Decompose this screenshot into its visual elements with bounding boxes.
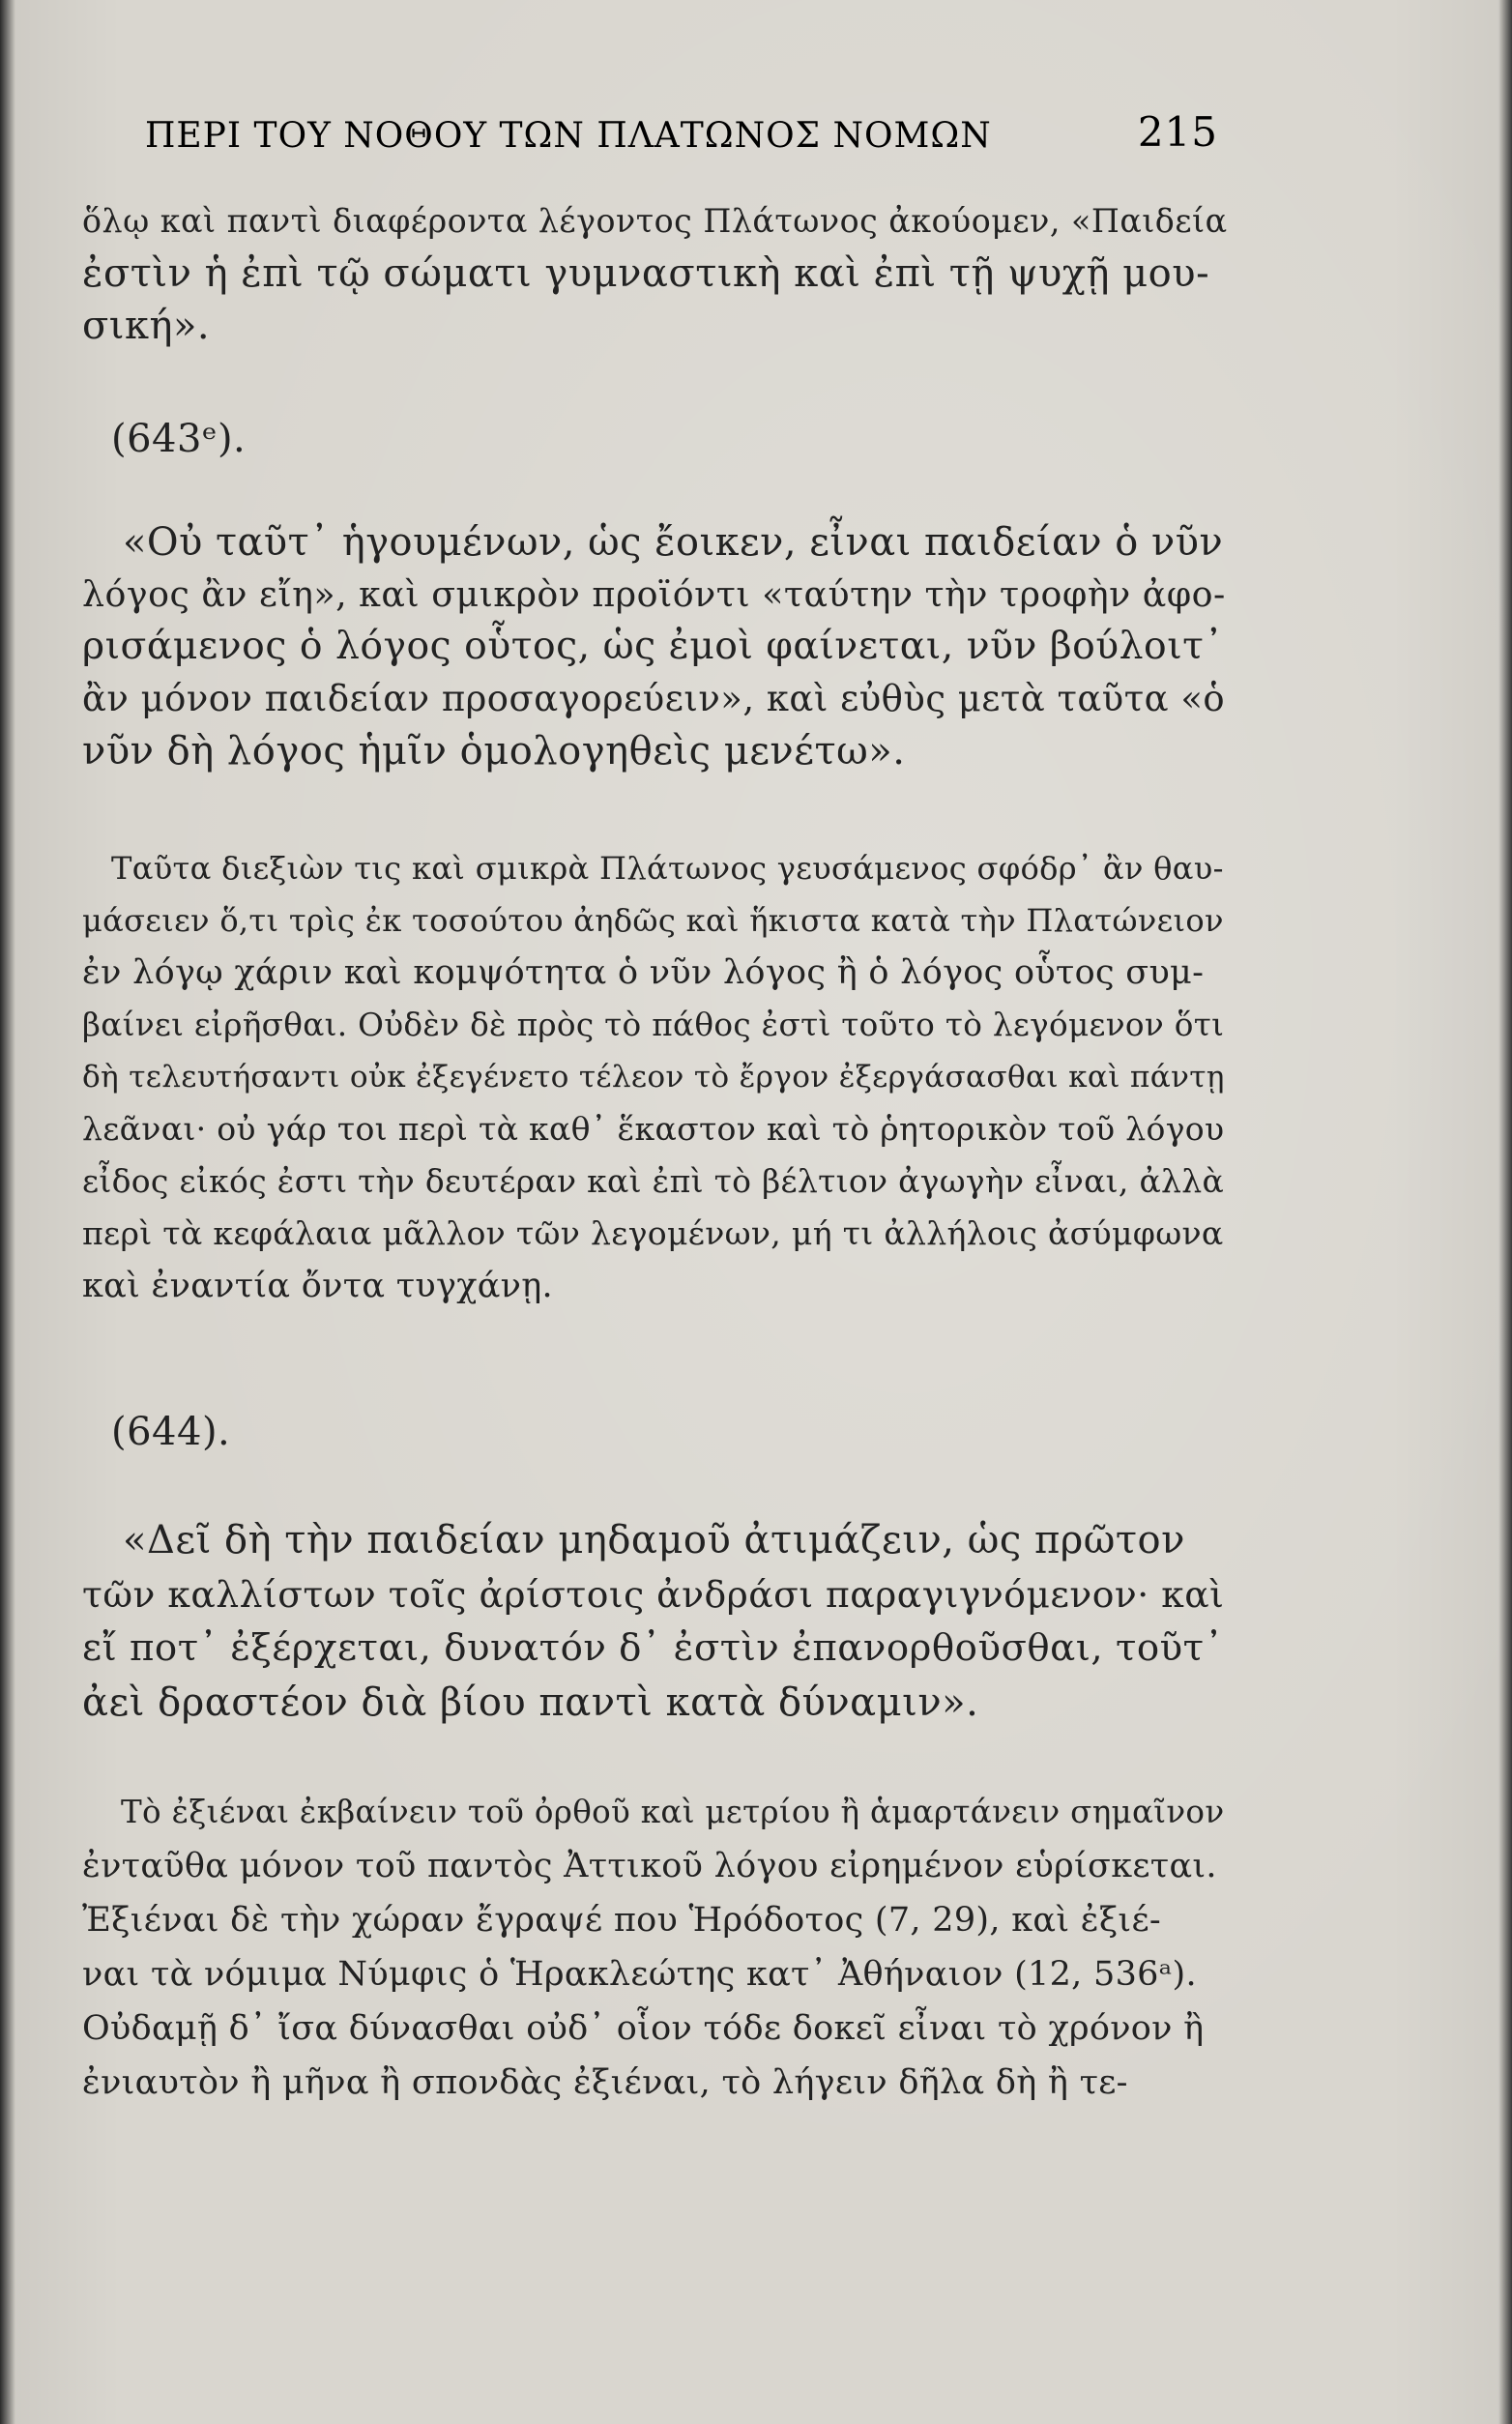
commentary-line: ἐνταῦθα μόνον τοῦ παντὸς Ἀττικοῦ λόγου εἰρημένον εὑρίσκεται. <box>82 1847 1217 1885</box>
commentary-line: εἶδος εἰκός ἐστι τὴν δευτέραν καὶ ἐπὶ τὸ βέλτιον ἀγωγὴν εἶναι, ἀλλὰ <box>82 1162 1225 1200</box>
commentary-line: ἐνιαυτὸν ἢ μῆνα ἢ σπονδὰς ἐξιέναι, τὸ λήγειν δῆλα δὴ ἢ τε- <box>82 2063 1128 2102</box>
page-edge-shadow-right <box>1498 0 1512 2424</box>
commentary-line: Οὐδαμῇ δ᾽ ἴσα δύνασθαι οὐδ᾽ οἷον τόδε δοκεῖ εἶναι τὸ χρόνον ἢ <box>82 2009 1205 2048</box>
quote-line: ρισάμενος ὁ λόγος οὗτος, ὡς ἐμοὶ φαίνεται, νῦν βούλοιτ᾽ <box>82 625 1224 668</box>
quote-line: εἴ ποτ᾽ ἐξέρχεται, δυνατόν δ᾽ ἐστὶν ἐπανορθοῦσθαι, τοῦτ᾽ <box>82 1626 1224 1670</box>
page-number: 215 <box>1137 108 1218 156</box>
text-line: σική». <box>82 304 211 348</box>
commentary-line: περὶ τὰ κεφάλαια μᾶλλον τῶν λεγομένων, μή τι ἀλλήλοις ἀσύμφωνα <box>82 1214 1224 1252</box>
commentary-line: μάσειεν ὅ,τι τρὶς ἐκ τοσούτου ἀηδῶς καὶ ἥκιστα κατὰ τὴν Πλατώνειον <box>82 902 1224 939</box>
text-line: ὅλῳ καὶ παντὶ διαφέροντα λέγοντος Πλάτωνος ἀκούομεν, «Παιδεία <box>82 202 1228 240</box>
commentary-line: Ταῦτα διεξιὼν τις καὶ σμικρὰ Πλάτωνος γευσάμενος σφόδρ᾽ ἂν θαυ- <box>111 850 1224 887</box>
quote-line: «Οὐ ταῦτ᾽ ἡγουμένων, ὡς ἔοικεν, εἶναι παιδείαν ὁ νῦν <box>123 520 1224 565</box>
quote-line: λόγος ἂν εἴη», καὶ σμικρὸν προϊόντι «ταύτην τὴν τροφὴν ἀφο- <box>82 573 1226 615</box>
section-reference: (644). <box>111 1410 231 1454</box>
section-reference: (643ᵉ). <box>111 417 247 461</box>
text-line: ἐστὶν ἡ ἐπὶ τῷ σώματι γυμναστικὴ καὶ ἐπὶ τῇ ψυχῇ μου- <box>82 251 1210 296</box>
commentary-line: καὶ ἐναντία ὄντα τυγχάνῃ. <box>82 1267 553 1305</box>
commentary-line: δὴ τελευτήσαντι οὐκ ἐξεγένετο τέλεον τὸ ἔργον ἐξεργάσασθαι καὶ πάντῃ <box>82 1060 1225 1095</box>
quote-line: ἀεὶ δραστέον διὰ βίου παντὶ κατὰ δύναμιν». <box>82 1680 979 1725</box>
commentary-line: ἐν λόγῳ χάριν καὶ κομψότητα ὁ νῦν λόγος ἢ ὁ λόγος οὗτος συμ- <box>82 953 1205 992</box>
quote-line: τῶν καλλίστων τοῖς ἀρίστοις ἀνδράσι παραγιγνόμενον· καὶ <box>82 1573 1225 1616</box>
quote-line: ἂν μόνον παιδείαν προσαγορεύειν», καὶ εὐθὺς μετὰ ταῦτα «ὁ <box>82 678 1226 719</box>
commentary-line: Τὸ ἐξιέναι ἐκβαίνειν τοῦ ὀρθοῦ καὶ μετρίου ἢ ἁμαρτάνειν σημαῖνον <box>121 1794 1225 1830</box>
quote-line: «Δεῖ δὴ τὴν παιδείαν μηδαμοῦ ἀτιμάζειν, ὡς πρῶτον <box>123 1518 1185 1562</box>
page-edge-shadow-left <box>0 0 15 2424</box>
commentary-line: λεᾶναι· οὐ γάρ τοι περὶ τὰ καθ᾽ ἕκαστον καὶ τὸ ῥητορικὸν τοῦ λόγου <box>82 1110 1225 1148</box>
commentary-line: ναι τὰ νόμιμα Νύμφις ὁ Ἡρακλεώτης κατ᾽ Ἀθήναιον (12, 536ᵃ). <box>82 1955 1197 1994</box>
commentary-line: Ἐξιέναι δὲ τὴν χώραν ἔγραψέ που Ἡρόδοτος (7, 29), καὶ ἐξιέ- <box>82 1901 1162 1940</box>
quote-line: νῦν δὴ λόγος ἡμῖν ὁμολογηθεὶς μενέτω». <box>82 729 906 774</box>
running-title: ΠΕΡΙ ΤΟΥ ΝΟΘΟΥ ΤΩΝ ΠΛΑΤΩΝΟΣ ΝΟΜΩΝ <box>145 116 992 156</box>
commentary-line: βαίνει εἰρῆσθαι. Οὐδὲν δὲ πρὸς τὸ πάθος ἐστὶ τοῦτο τὸ λεγόμενον ὅτι <box>82 1007 1225 1043</box>
